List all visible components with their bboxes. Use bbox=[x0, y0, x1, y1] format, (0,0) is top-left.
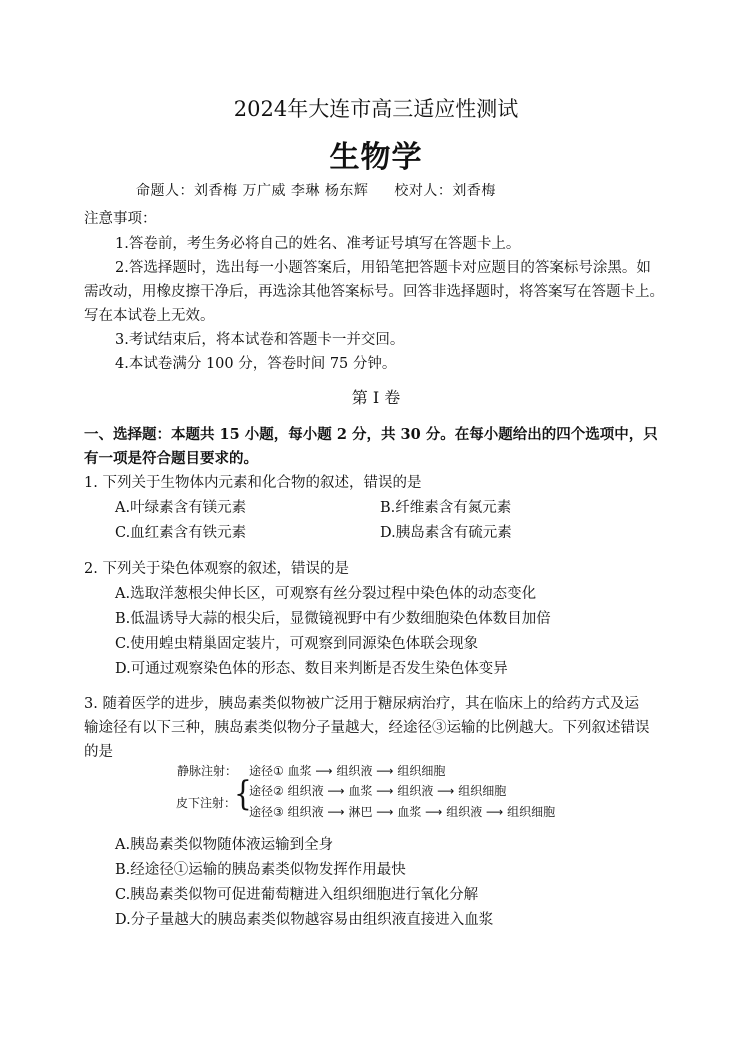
question-1-option-d: D.胰岛素含有硫元素 bbox=[380, 525, 512, 541]
notice-item: 2.答选择题时，选出每一小题答案后，用铅笔把答题卡对应题目的答案标号涂黑。如 bbox=[115, 260, 651, 276]
notice-item: 4.本试卷满分 100 分，答卷时间 75 分钟。 bbox=[115, 356, 397, 372]
brace-icon: { bbox=[234, 773, 252, 814]
sc-label: 皮下注射： bbox=[176, 796, 237, 810]
arrow-right-icon: ⟶ bbox=[437, 784, 455, 798]
section-heading: 一、选择题：本题共 15 小题，每小题 2 分，共 30 分。在每小题给出的四个选项中，只 bbox=[84, 426, 658, 443]
notice-item: 需改动，用橡皮擦干净后，再选涂其他答案标号。回答非选择题时，将答案写在答题卡上。 bbox=[84, 284, 664, 300]
question-2-option-c: C.使用蝗虫精巢固定装片，可观察到同源染色体联会现象 bbox=[115, 636, 479, 652]
subject-title: 生物学 bbox=[329, 140, 423, 175]
iv-label: 静脉注射： bbox=[177, 764, 238, 778]
route-1: 途径① 血浆 ⟶ 组织液 ⟶ 组织细胞 bbox=[249, 764, 446, 778]
arrow-right-icon: ⟶ bbox=[315, 764, 333, 778]
question-3-option-d: D.分子量越大的胰岛素类似物越容易由组织液直接进入血浆 bbox=[115, 912, 494, 928]
arrow-right-icon: ⟶ bbox=[376, 784, 394, 798]
arrow-right-icon: ⟶ bbox=[376, 764, 394, 778]
section-heading: 有一项是符合题目要求的。 bbox=[84, 450, 258, 467]
question-2-stem: 2. 下列关于染色体观察的叙述，错误的是 bbox=[84, 561, 349, 577]
authors: 命题人：刘香梅 万广威 李琳 杨东辉 bbox=[136, 183, 369, 199]
question-3-option-a: A.胰岛素类似物随体液运输到全身 bbox=[115, 837, 334, 853]
question-2-option-b: B.低温诱导大蒜的根尖后，显微镜视野中有少数细胞染色体数目加倍 bbox=[115, 611, 551, 627]
question-1-option-a: A.叶绿素含有镁元素 bbox=[115, 500, 247, 516]
question-3-stem: 3. 随着医学的进步，胰岛素类似物被广泛用于糖尿病治疗，其在临床上的给药方式及运 bbox=[84, 696, 639, 712]
arrow-right-icon: ⟶ bbox=[327, 805, 345, 819]
exam-title: 2024年大连市高三适应性测试 bbox=[233, 97, 519, 121]
question-2-option-a: A.选取洋葱根尖伸长区，可观察有丝分裂过程中染色体的动态变化 bbox=[115, 586, 537, 602]
part-heading: 第 I 卷 bbox=[351, 388, 401, 407]
question-1-option-c: C.血红素含有铁元素 bbox=[115, 525, 247, 541]
arrow-right-icon: ⟶ bbox=[425, 805, 443, 819]
arrow-right-icon: ⟶ bbox=[486, 805, 504, 819]
notice-item: 3.考试结束后，将本试卷和答题卡一并交回。 bbox=[115, 332, 405, 348]
credits-line bbox=[136, 180, 496, 200]
notice-heading: 注意事项： bbox=[84, 211, 157, 227]
route-2: 途径② 组织液 ⟶ 血浆 ⟶ 组织液 ⟶ 组织细胞 bbox=[249, 784, 507, 798]
question-1-option-b: B.纤维素含有氮元素 bbox=[380, 500, 512, 516]
arrow-right-icon: ⟶ bbox=[327, 784, 345, 798]
notice-item: 1.答卷前，考生务必将自己的姓名、准考证号填写在答题卡上。 bbox=[115, 236, 521, 252]
question-3-option-b: B.经途径①运输的胰岛素类似物发挥作用最快 bbox=[115, 862, 406, 878]
question-3-stem: 的是 bbox=[84, 744, 113, 760]
notice-item: 写在本试卷上无效。 bbox=[84, 308, 215, 324]
arrow-right-icon: ⟶ bbox=[376, 805, 394, 819]
question-3-option-c: C.胰岛素类似物可促进葡萄糖进入组织细胞进行氧化分解 bbox=[115, 887, 479, 903]
question-3-stem: 输途径有以下三种，胰岛素类似物分子量越大，经途径③运输的比例越大。下列叙述错误 bbox=[84, 720, 650, 736]
question-1-stem: 1. 下列关于生物体内元素和化合物的叙述，错误的是 bbox=[84, 475, 422, 491]
reviewer: 校对人：刘香梅 bbox=[394, 183, 496, 199]
route-3: 途径③ 组织液 ⟶ 淋巴 ⟶ 血浆 ⟶ 组织液 ⟶ 组织细胞 bbox=[249, 805, 556, 819]
question-2-option-d: D.可通过观察染色体的形态、数目来判断是否发生染色体变异 bbox=[115, 661, 508, 677]
